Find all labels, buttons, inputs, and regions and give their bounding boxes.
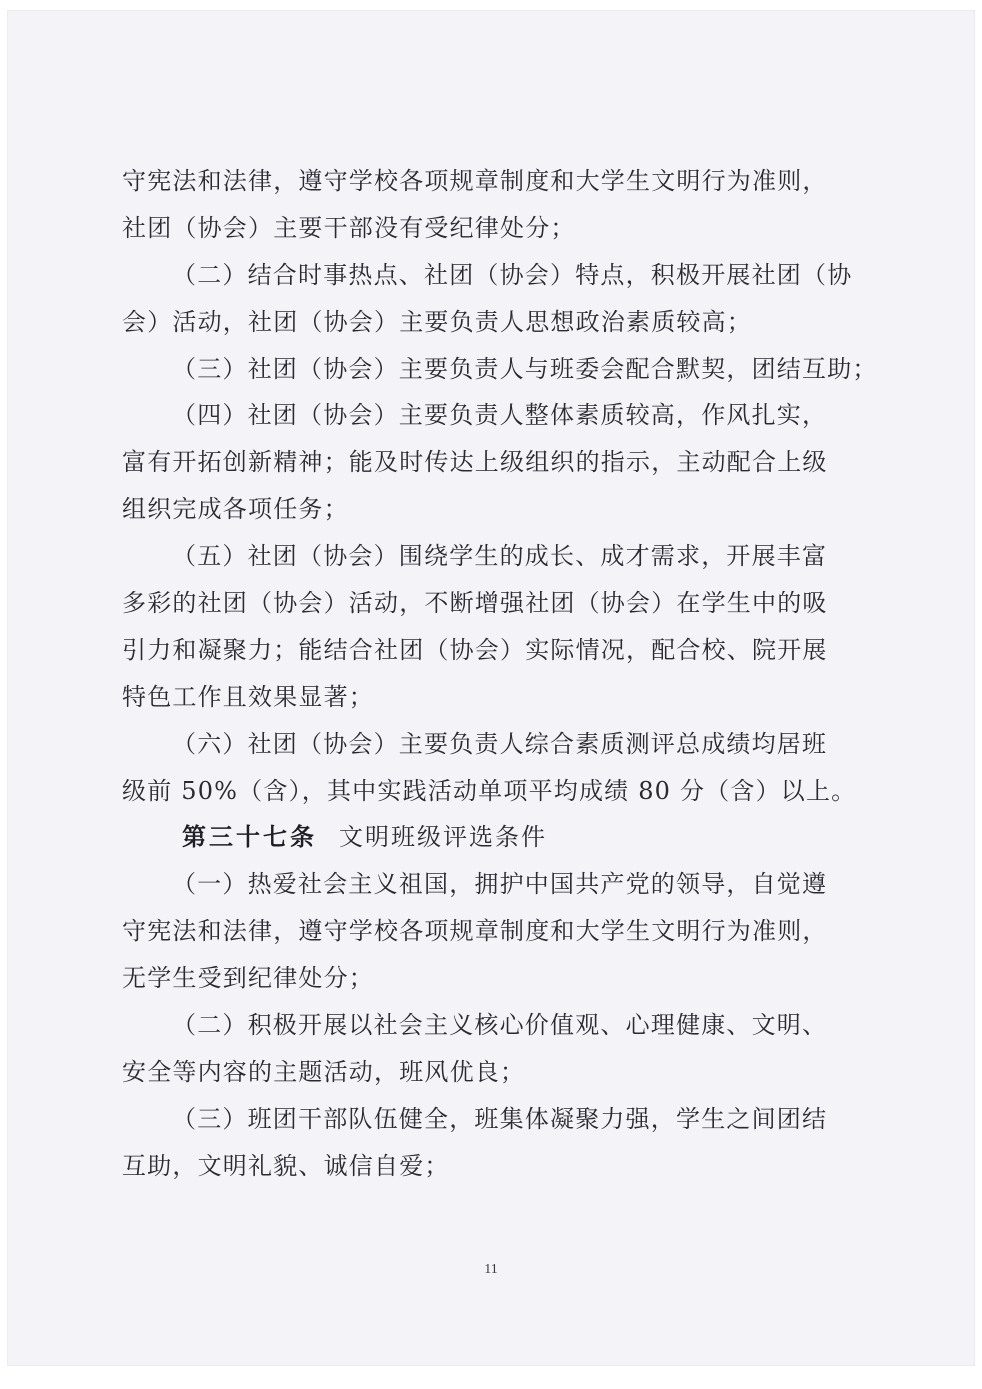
clause-1-line: （一）热爱社会主义祖国，拥护中国共产党的领导，自觉遵 [172, 870, 828, 899]
paragraph-line: 引力和凝聚力；能结合社团（协会）实际情况，配合校、院开展 [122, 635, 828, 664]
paragraph-line: 级前 50%（含），其中实践活动单项平均成绩 80 分（含）以上。 [122, 776, 857, 805]
clause-3-line: （三）班团干部队伍健全，班集体凝聚力强，学生之间团结 [172, 1104, 828, 1133]
scanned-page [7, 10, 975, 1366]
paragraph-line: 组织完成各项任务； [122, 495, 349, 524]
paragraph-line: 社团（协会）主要干部没有受纪律处分； [122, 213, 576, 242]
article-number: 第三十七条 [182, 823, 317, 852]
paragraph-line: 守宪法和法律，遵守学校各项规章制度和大学生文明行为准则， [122, 167, 828, 195]
clause-5-line: （五）社团（协会）围绕学生的成长、成才需求，开展丰富 [172, 542, 828, 571]
clause-4-line: （四）社团（协会）主要负责人整体素质较高，作风扎实， [172, 401, 828, 430]
clause-2-line: （二）积极开展以社会主义核心价值观、心理健康、文明、 [172, 1011, 828, 1040]
article-heading [122, 814, 862, 861]
paragraph-line: 无学生受到纪律处分； [122, 964, 374, 993]
paragraph-line: 会）活动，社团（协会）主要负责人思想政治素质较高； [122, 307, 752, 336]
paragraph-line: 守宪法和法律，遵守学校各项规章制度和大学生文明行为准则， [122, 917, 828, 946]
article-title: 文明班级评选条件 [339, 823, 547, 852]
paragraph-line: 互助，文明礼貌、诚信自爱； [122, 1151, 450, 1180]
clause-2-line: （二）结合时事热点、社团（协会）特点，积极开展社团（协 [172, 260, 853, 289]
page-number: 11 [484, 1262, 498, 1277]
clause-6-line: （六）社团（协会）主要负责人综合素质测评总成绩均居班 [172, 729, 828, 758]
paragraph-line: 富有开拓创新精神；能及时传达上级组织的指示，主动配合上级 [122, 448, 828, 477]
paragraph-line: 多彩的社团（协会）活动，不断增强社团（协会）在学生中的吸 [122, 589, 828, 618]
clause-3-line: （三）社团（协会）主要负责人与班委会配合默契，团结互助； [172, 354, 878, 383]
paragraph-line: 安全等内容的主题活动，班风优良； [122, 1057, 526, 1086]
paragraph-line: 特色工作且效果显著； [122, 682, 374, 711]
document-body [122, 158, 878, 1190]
